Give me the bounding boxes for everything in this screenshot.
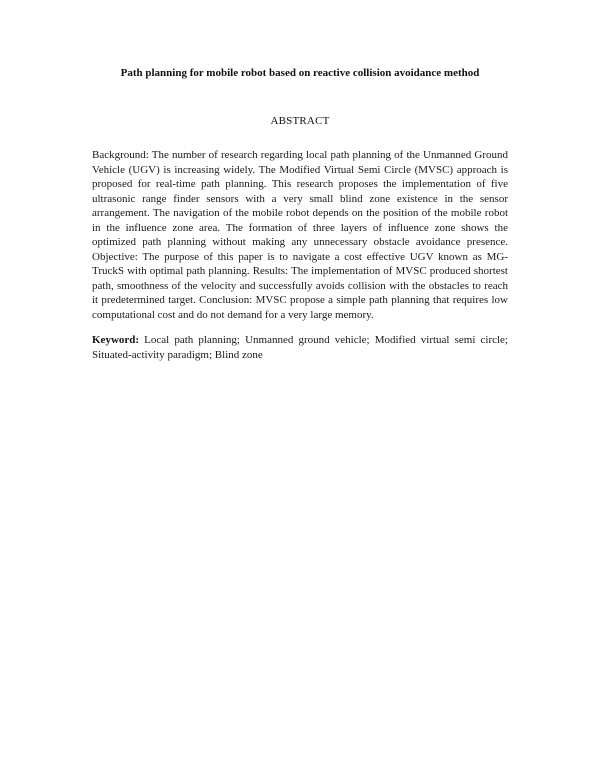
keywords-list: Local path planning; Unmanned ground vehicle; Modified virtual semi circle; Situated-activity paradigm; Blind zone bbox=[92, 334, 508, 361]
abstract-body: Background: The number of research regarding local path planning of the Unmanned Ground Vehicle (UGV) is increasing widely. The Modified Virtual Semi Circle (MVSC) approach is proposed for real-time path planning. This research proposes the implementation of five ultrasonic range finder sensors with a very small blind zone existence in the sensor arrangement. The navigation of the mobile robot depends on the position of the mobile robot in the influence zone area. The formation of three layers of influence zone shows the optimized path planning without making any unnecessary obstacle avoidance presence. Objective: The purpose of this paper is to navigate a cost effective UGV known as MG-TruckS with optimal path planning. Results: The implementation of MVSC produced shortest path, smoothness of the velocity and successfully avoids collision with the obstacles to reach it predetermined target. Conclusion: MVSC propose a simple path planning that requires low computational cost and do not demand for a very large memory. bbox=[92, 149, 508, 322]
keywords-label: Keyword: bbox=[92, 334, 140, 346]
keywords-paragraph bbox=[92, 333, 508, 362]
paper-title: Path planning for mobile robot based on reactive collision avoidance method bbox=[120, 67, 480, 79]
abstract-heading: ABSTRACT bbox=[270, 115, 330, 127]
